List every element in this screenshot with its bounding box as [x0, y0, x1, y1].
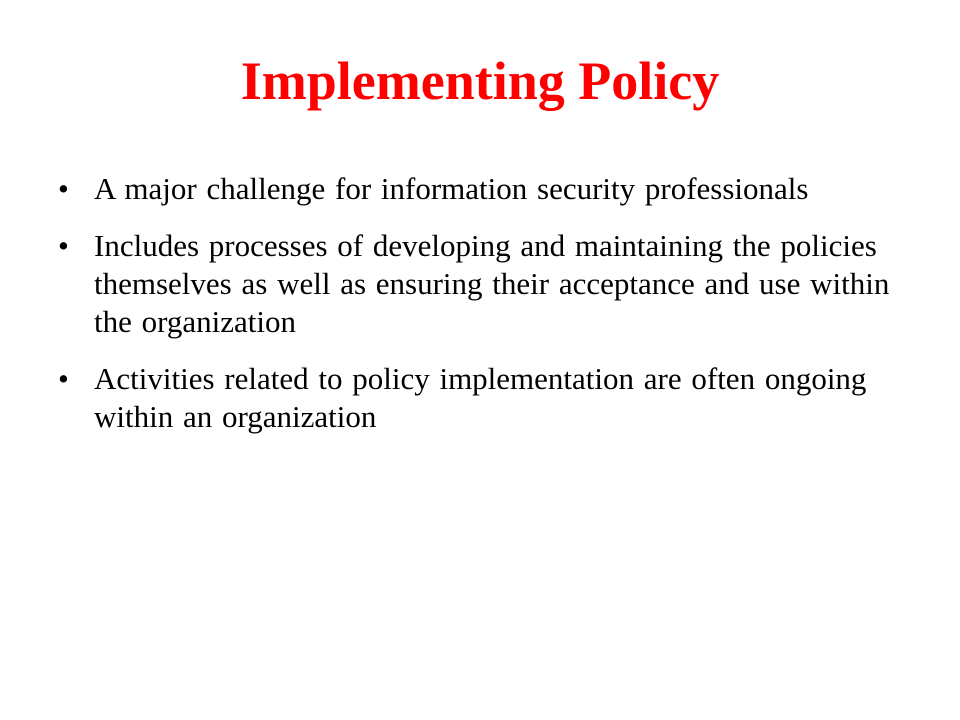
bullet-item	[58, 227, 908, 341]
bullet-icon: •	[58, 228, 69, 263]
bullet-icon: •	[58, 361, 69, 396]
bullet-text: A major challenge for information security professionals	[94, 171, 809, 206]
bullet-item	[58, 170, 908, 208]
bullet-icon: •	[58, 171, 69, 206]
bullet-text: Activities related to policy implementation are often ongoing within an organization	[94, 361, 867, 434]
slide-title: Implementing Policy	[240, 51, 720, 111]
bullet-list	[58, 170, 908, 455]
bullet-text: Includes processes of developing and maintaining the policies themselves as well as ensuring their acceptance and use within the organization	[94, 228, 890, 339]
bullet-item	[58, 360, 908, 436]
